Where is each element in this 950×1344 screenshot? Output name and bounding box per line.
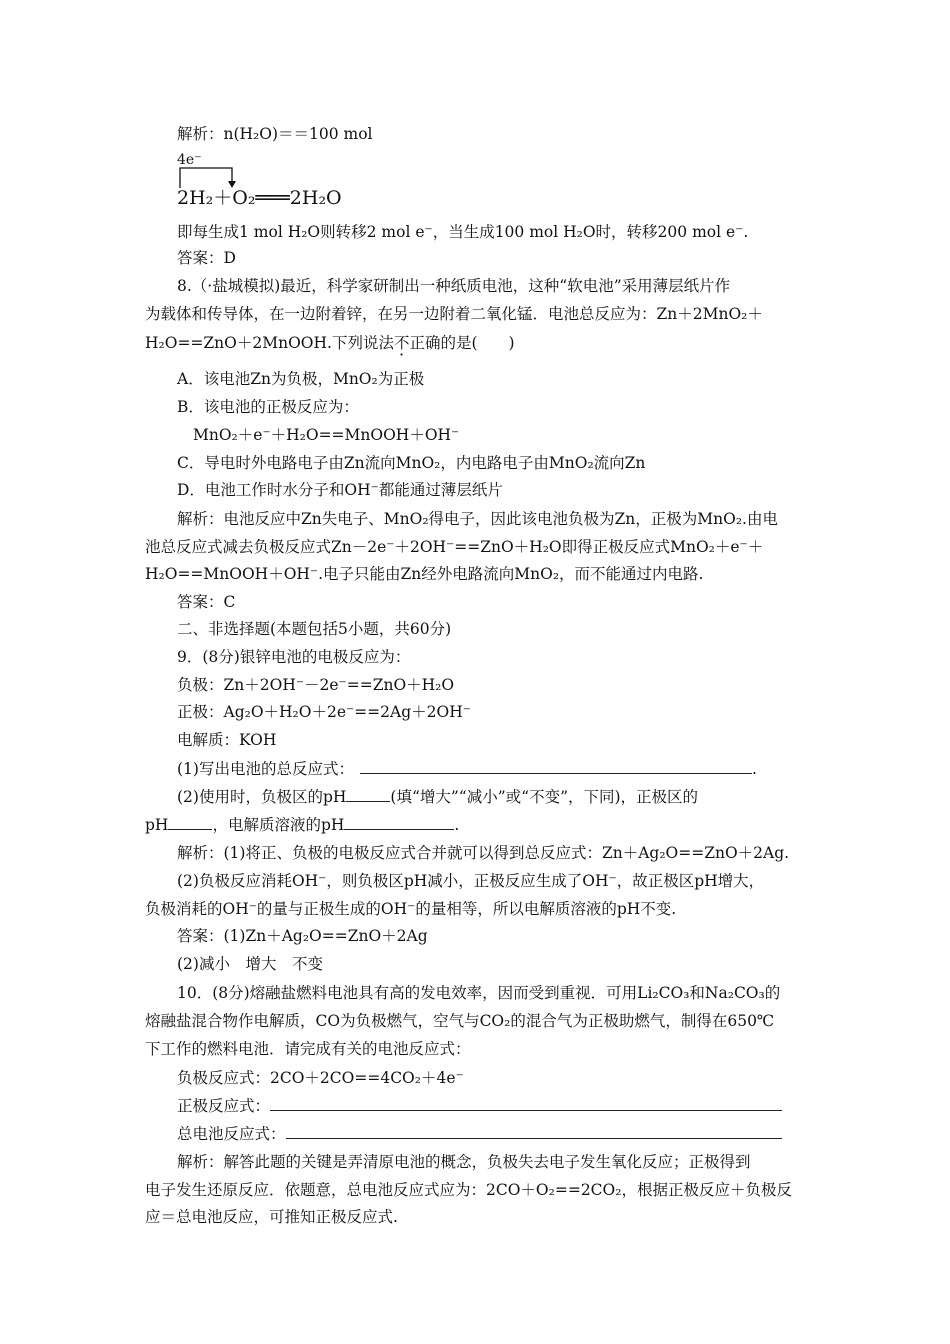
option-d: D．电池工作时水分子和OH⁻都能通过薄层纸片 [177,481,503,499]
answer-blank[interactable] [360,759,752,774]
analysis-8-line3: H₂O==MnOOH＋OH⁻.电子只能由Zn经外电路流向MnO₂，而不能通过内电路. [145,565,704,583]
option-b-equation: MnO₂＋e⁻＋H₂O==MnOOH＋OH⁻ [193,426,460,444]
analysis-9-line1: 解析：(1)将正、负极的电极反应式合并就可以得到总反应式：Zn＋Ag₂O==ZnO＋2Ag. [177,844,790,862]
problem-10-line3: 下工作的燃料电池．请完成有关的电池反应式： [145,1040,471,1058]
analysis-7-line2: 即每生成1 mol H₂O则转移2 mol e⁻，当生成100 mol H₂O时，转移200 mol e⁻. [177,223,749,241]
analysis-10-line1: 解析：解答此题的关键是弄清原电池的概念，负极失去电子发生氧化反应；正极得到 [177,1153,751,1171]
answer-blank[interactable] [270,1096,782,1111]
analysis-9-line2: (2)负极反应消耗OH⁻，则负极区pH减小，正极反应生成了OH⁻，故正极区pH增大， [177,872,765,890]
answer-blank[interactable] [346,787,390,802]
problem-9-sub1: (1)写出电池的总反应式： . [177,760,757,778]
answer-blank[interactable] [168,815,212,830]
analysis-9-line3: 负极消耗的OH⁻的量与正极生成的OH⁻的量相等，所以电解质溶液的pH不变. [145,900,677,918]
problem-8-line3: H₂O==ZnO＋2MnOOH.下列说法不正确的是( ) [145,334,515,352]
option-a: A．该电池Zn为负极，MnO₂为正极 [177,370,425,388]
problem-10-negative: 负极反应式：2CO＋2CO==4CO₂＋4e⁻ [177,1069,464,1087]
analysis-10-line3: 应＝总电池反应，可推知正极反应式. [145,1208,398,1226]
electron-transfer-label: 4e⁻ [177,152,202,168]
answer-blank[interactable] [344,815,454,830]
problem-9-electrolyte: 电解质：KOH [177,731,277,749]
option-c: C．导电时外电路电子由Zn流向MnO₂，内电路电子由MnO₂流向Zn [177,454,646,472]
analysis-8-line2: 池总反应式减去负极反应式Zn－2e⁻＋2OH⁻==ZnO＋H₂O即得正极反应式MnO₂＋e⁻＋ [145,538,764,556]
problem-10-line1: 10．(8分)熔融盐燃料电池具有高的发电效率，因而受到重视．可用Li₂CO₃和Na₂CO₃的 [177,984,781,1002]
answer-7: 答案：D [177,249,236,267]
problem-8-line1: 8.（·盐城模拟)最近，科学家研制出一种纸质电池，这种“软电池”采用薄层纸片作 [177,277,731,295]
problem-9-negative: 负极：Zn＋2OH⁻－2e⁻==ZnO＋H₂O [177,676,455,694]
problem-9-line1: 9．(8分)银锌电池的电极反应为： [177,648,411,666]
analysis-7-line1: 解析：n(H₂O)＝＝100 mol [177,125,373,143]
analysis-10-line2: 电子发生还原反应．依题意，总电池反应式应为：2CO＋O₂==2CO₂，根据正极反应＋负极反 [145,1181,792,1199]
problem-10-total: 总电池反应式： [177,1124,782,1144]
problem-9-sub2-line1: (2)使用时，负极区的pH (填“增大”“减小”或“不变”，下同)，正极区的 [177,788,699,806]
problem-8-line2: 为载体和传导体，在一边附着锌，在另一边附着二氧化锰．电池总反应为：Zn＋2MnO₂＋ [145,305,763,323]
analysis-8-line1: 解析：电池反应中Zn失电子、MnO₂得电子，因此该电池负极为Zn，正极为MnO₂.由电 [177,510,778,528]
answer-blank[interactable] [286,1124,782,1139]
answer-8: 答案：C [177,593,236,611]
problem-9-sub2-line2: pH ，电解质溶液的pH . [145,816,460,834]
answer-9-line1: 答案：(1)Zn＋Ag₂O==ZnO＋2Ag [177,927,428,945]
option-b: B．该电池的正极反应为： [177,398,359,416]
section-title: 二、非选择题(本题包括5小题，共60分) [177,620,452,638]
answer-9-line2: (2)减小 增大 不变 [177,955,323,973]
equation-h2-o2: 2H₂＋O₂═══2H₂O [177,187,342,209]
problem-10-positive: 正极反应式： [177,1096,782,1116]
emphasis-char: 不 [393,334,410,352]
problem-9-positive: 正极：Ag₂O＋H₂O＋2e⁻==2Ag＋2OH⁻ [177,703,471,721]
problem-10-line2: 熔融盐混合物作电解质，CO为负极燃气，空气与CO₂的混合气为正极助燃气，制得在650℃ [145,1012,775,1030]
